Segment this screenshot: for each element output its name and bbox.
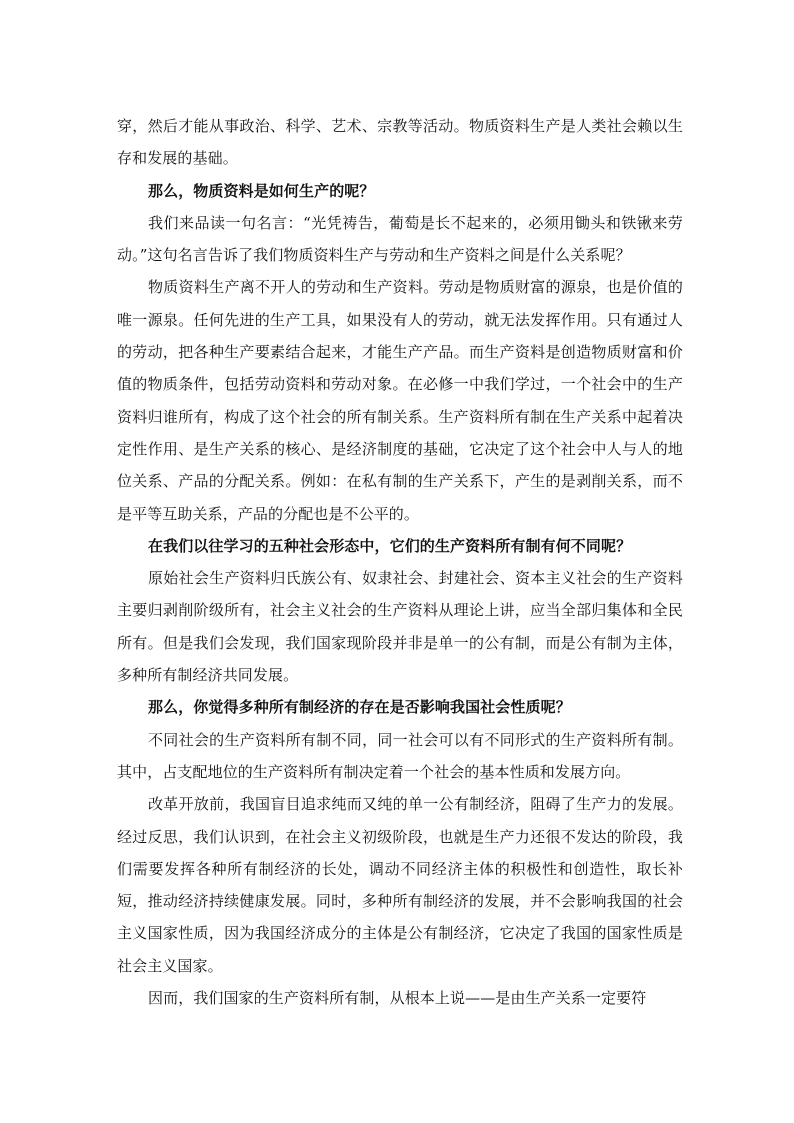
question-heading-social-nature: 那么，你觉得多种所有制经济的存在是否影响我国社会性质呢？ xyxy=(148,698,571,717)
question-heading-production: 那么，物质资料是如何生产的呢？ xyxy=(148,181,375,200)
document-page xyxy=(117,110,683,1014)
paragraph-ownership-history: 原始社会生产资料归氏族公有、奴隶社会、封建社会、资本主义社会的生产资料主要归剥削阶级所有，社会主义社会的生产资料从理论上讲，应当全部归集体和全民所有。但是我们会发现，我们国家现阶段并非是单一的公有制，而是公有制为主体，多种所有制经济共同发展。 xyxy=(117,569,683,685)
paragraph-conclusion: 因而，我们国家的生产资料所有制，从根本上说——是由生产关系一定要符 xyxy=(148,989,647,1008)
question-heading-five-forms: 在我们以往学习的五种社会形态中，它们的生产资料所有制有何不同呢？ xyxy=(148,536,632,555)
paragraph-dominant-ownership: 不同社会的生产资料所有制不同，同一社会可以有不同形式的生产资料所有制。其中，占支配地位的生产资料所有制决定着一个社会的基本性质和发展方向。 xyxy=(117,730,683,781)
paragraph-quote: 我们来品读一句名言：“光凭祷告，葡萄是长不起来的，必须用锄头和铁锹来劳动。”这句名言告诉了我们物质资料生产与劳动和生产资料之间是什么关系呢？ xyxy=(117,213,683,265)
paragraph-reform: 改革开放前，我国盲目追求纯而又纯的单一公有制经济，阻碍了生产力的发展。经过反思，我们认识到，在社会主义初级阶段，也就是生产力还很不发达的阶段，我们需要发挥各种所有制经济的长处，调动不同经济主体的积极性和创造性，取长补短，推动经济持续健康发展。同时，多种所有制经济的发展，并不会影响我国的社会主义国家性质，因为我国经济成分的主体是公有制经济，它决定了我国的国家性质是社会主义国家。 xyxy=(117,795,683,975)
paragraph-continuation: 穿，然后才能从事政治、科学、艺术、宗教等活动。物质资料生产是人类社会赖以生存和发展的基础。 xyxy=(117,117,683,168)
paragraph-labor-and-means: 物质资料生产离不开人的劳动和生产资料。劳动是物质财富的源泉，也是价值的唯一源泉。任何先进的生产工具，如果没有人的劳动，就无法发挥作用。只有通过人的劳动，把各种生产要素结合起来，才能生产产品。而生产资料是创造物质财富和价值的物质条件，包括劳动资料和劳动对象。在必修一中我们学过，一个社会中的生产资料归谁所有，构成了这个社会的所有制关系。生产资料所有制在生产关系中起着决定性作用、是生产关系的核心、是经济制度的基础，它决定了这个社会中人与人的地位关系、产品的分配关系。例如：在私有制的生产关系下，产生的是剥削关系，而不是平等互助关系，产品的分配也是不公平的。 xyxy=(117,278,683,523)
